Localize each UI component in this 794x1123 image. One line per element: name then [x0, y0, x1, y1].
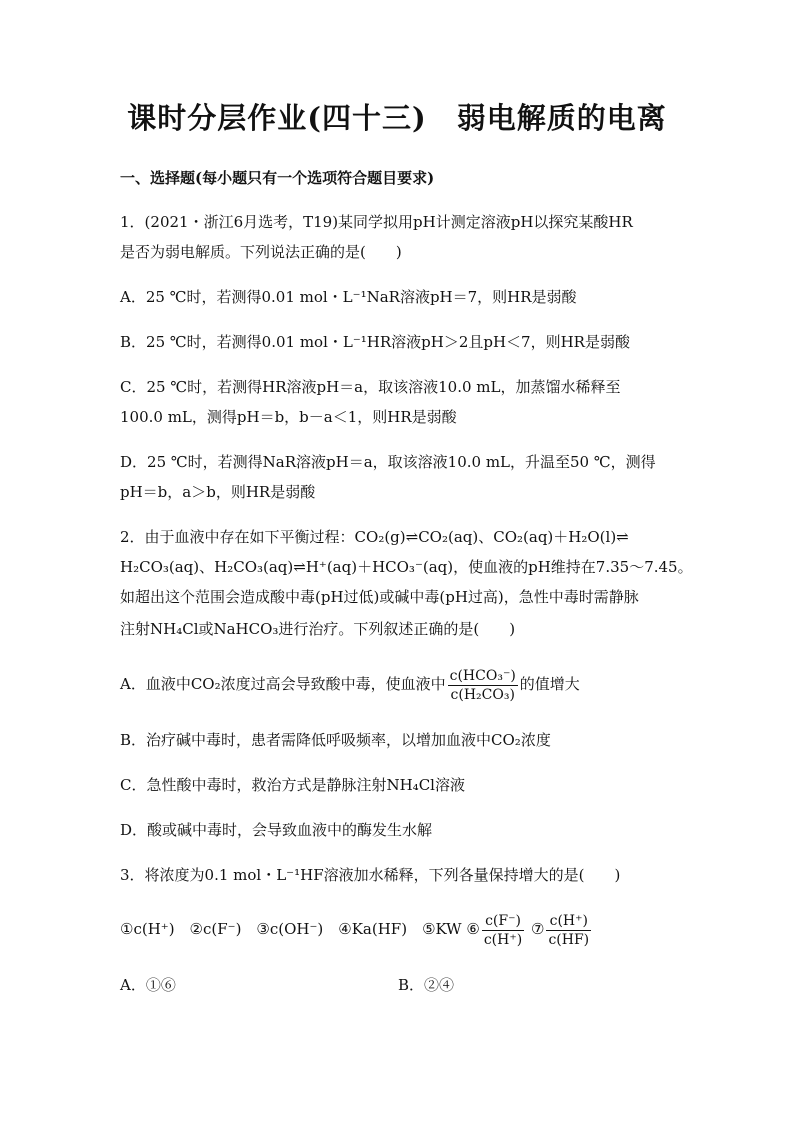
fraction-numerator: c(F⁻): [482, 912, 524, 931]
q3-option-a: A．①⑥: [120, 976, 176, 994]
fraction-denominator: c(H⁺): [483, 931, 523, 948]
q1-stem-line2: 是否为弱电解质。下列说法正确的是( ): [120, 243, 402, 261]
q3-item-6-fraction: [482, 912, 524, 949]
q2-option-a-fraction: [448, 667, 518, 704]
q2-option-a-text: A．血液中CO₂浓度过高会导致酸中毒，使血液中: [120, 675, 446, 693]
q2-stem-line4: 注射NH₄Cl或NaHCO₃进行治疗。下列叙述正确的是( ): [120, 620, 516, 638]
q2-option-d: D．酸或碱中毒时，会导致血液中的酶发生水解: [120, 821, 433, 839]
q1-option-d-line1: D．25 ℃时，若测得NaR溶液pH＝a，取该溶液10.0 mL，升温至50 ℃，测得: [120, 453, 656, 471]
q3-item-7-fraction: [546, 912, 591, 949]
fraction-denominator: c(H₂CO₃): [450, 686, 515, 703]
q2-option-c: C．急性酸中毒时，救治方式是静脉注射NH₄Cl溶液: [120, 776, 465, 794]
q2-option-a-tail: 的值增大: [519, 675, 580, 693]
fraction-denominator: c(HF): [548, 931, 590, 948]
page-title: 课时分层作业(四十三) 弱电解质的电离: [127, 101, 667, 135]
q3-items-text: ①c(H⁺) ②c(F⁻) ③c(OH⁻) ④Ka(HF) ⑤KW: [120, 920, 462, 938]
q2-stem-line1: 2．由于血液中存在如下平衡过程：CO₂(g)⇌CO₂(aq)、CO₂(aq)＋H₂O(l)⇌: [120, 528, 629, 546]
q1-option-a: A．25 ℃时，若测得0.01 mol・L⁻¹NaR溶液pH＝7，则HR是弱酸: [120, 288, 577, 306]
q3-item-6-mark: ⑥: [466, 920, 480, 938]
q2-option-b: B．治疗碱中毒时，患者需降低呼吸频率，以增加血液中CO₂浓度: [120, 731, 551, 749]
q3-item-7-mark: ⑦: [531, 920, 545, 938]
q3-option-b: B．②④: [398, 976, 455, 994]
fraction-numerator: c(H⁺): [546, 912, 591, 931]
q1-option-c-line2: 100.0 mL，测得pH＝b，b－a＜1，则HR是弱酸: [120, 408, 457, 426]
q1-option-b: B．25 ℃时，若测得0.01 mol・L⁻¹HR溶液pH＞2且pH＜7，则HR是弱酸: [120, 333, 630, 351]
q1-stem-line1: 1．(2021・浙江6月选考，T19)某同学拟用pH计测定溶液pH以探究某酸HR: [120, 213, 633, 231]
q2-stem-line3: 如超出这个范围会造成酸中毒(pH过低)或碱中毒(pH过高)，急性中毒时需静脉: [120, 588, 639, 606]
fraction-numerator: c(HCO₃⁻): [449, 667, 516, 684]
q2-option-a: [120, 664, 580, 704]
q1-option-d-line2: pH＝b，a＞b，则HR是弱酸: [120, 483, 316, 501]
q1-option-c-line1: C．25 ℃时，若测得HR溶液pH＝a，取该溶液10.0 mL，加蒸馏水稀释至: [120, 378, 621, 396]
q3-items: [120, 909, 593, 949]
q2-stem-line2: H₂CO₃(aq)、H₂CO₃(aq)⇌H⁺(aq)＋HCO₃⁻(aq)，使血液的pH维持在7.35～7.45。: [120, 558, 693, 576]
section-heading: 一、选择题(每小题只有一个选项符合题目要求): [120, 169, 435, 187]
q3-stem: 3．将浓度为0.1 mol・L⁻¹HF溶液加水稀释，下列各量保持增大的是( ): [120, 866, 621, 884]
